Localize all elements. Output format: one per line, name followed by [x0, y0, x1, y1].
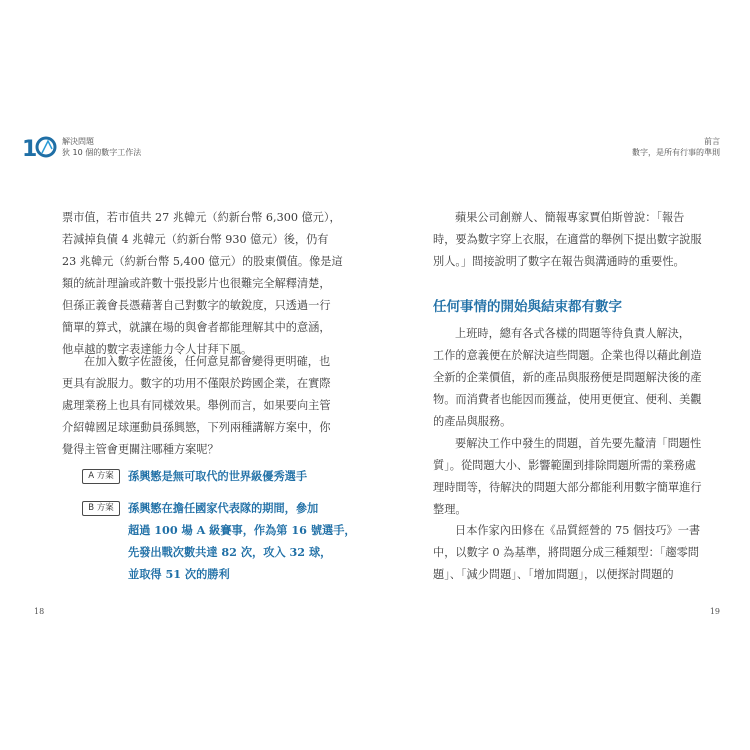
text-line: 若減掉負債 4 兆韓元（約新台幣 930 億元）後，仍有	[62, 233, 329, 246]
book-logo-icon	[22, 134, 60, 160]
text-line: 整理。	[433, 503, 467, 516]
header-chapter-subtitle: 數字，是所有行事的準則	[632, 148, 720, 157]
text-line: 工作的意義便在於解決這些問題。企業也得以藉此創造	[433, 349, 702, 362]
text-line: 更具有說服力。數字的功用不僅限於跨國企業，在實際	[62, 377, 331, 390]
text-line: 物。而消費者也能因而獲益，使用更便宜、便利、美觀	[433, 393, 702, 406]
text-line: 題」、「減少問題」、「增加問題」，以便探討問題的	[433, 568, 674, 581]
text-line: 超過 100 場 A 級賽事，作為第 16 號選手，	[128, 523, 356, 537]
page-number-left: 18	[34, 607, 45, 616]
plan-b-badge: B 方案	[82, 501, 120, 516]
left-paragraph-2	[62, 351, 331, 461]
text-line: 中，以數字 0 為基準，將問題分成三種類型：「趨零問	[433, 546, 699, 559]
page-number-right: 19	[709, 607, 720, 616]
header-book-title: 解決問題	[62, 137, 94, 146]
text-line: 日本作家內田修在《品質經營的 75 個技巧》一書	[455, 524, 701, 537]
text-line: 處理業務上也具有同樣效果。舉例而言，如果要向主管	[62, 399, 331, 412]
text-line: 但孫正義會長憑藉著自己對數字的敏銳度，只透過一行	[62, 299, 331, 312]
plan-b-text	[128, 497, 356, 585]
header-chapter-title: 前言	[704, 137, 720, 146]
text-line: 質」。從問題大小、影響範圍到排除問題所需的業務處	[433, 459, 696, 472]
right-paragraph-1	[433, 207, 702, 273]
text-line: 先發出戰次數共達 82 次，攻入 32 球，	[128, 545, 332, 559]
right-paragraph-2	[433, 323, 702, 433]
right-page	[375, 0, 750, 750]
section-heading: 任何事情的開始與結束都有數字	[433, 299, 622, 315]
text-line: 簡單的算式，就讓在場的與會者都能理解其中的意涵，	[62, 321, 331, 334]
text-line: 23 兆韓元（約新台幣 5,400 億元）的股東價值。像是這	[62, 255, 343, 268]
plan-a-text: 孫興慜是無可取代的世界級優秀選手	[128, 469, 308, 483]
header-book-subtitle: 狄 10 個的數字工作法	[62, 148, 142, 157]
text-line: 他卓越的數字表達能力令人甘拜下風。	[62, 343, 253, 356]
right-paragraph-3	[433, 433, 702, 521]
text-line: 類的統計理論或許數十張投影片也很難完全解釋清楚，	[62, 277, 331, 290]
text-line: 蘋果公司創辦人、簡報專家賈伯斯曾說：「報告	[455, 211, 685, 224]
text-line: 別人。」間接說明了數字在報告與溝通時的重要性。	[433, 255, 685, 268]
text-line: 並取得 51 次的勝利	[128, 567, 230, 581]
text-line: 介紹韓國足球運動員孫興慜，下列兩種講解方案中，你	[62, 421, 331, 434]
text-line: 上班時，總有各式各樣的問題等待負責人解決，	[455, 327, 690, 340]
text-line: 票市值，若市值共 27 兆韓元（約新台幣 6,300 億元），	[62, 211, 341, 224]
text-line: 理時間等，待解決的問題大部分都能利用數字簡單進行	[433, 481, 702, 494]
text-line: 在加入數字佐證後，任何意見都會變得更明確，也	[84, 355, 331, 368]
text-line: 要解決工作中發生的問題，首先要先釐清「問題性	[455, 437, 702, 450]
running-header-left	[62, 136, 141, 158]
text-line: 孫興慜在擔任國家代表隊的期間，參加	[128, 501, 319, 515]
running-header-right	[632, 136, 720, 158]
svg-text:1: 1	[22, 137, 38, 160]
left-paragraph-1	[62, 207, 343, 361]
text-line: 覺得主管會更關注哪種方案呢？	[62, 443, 219, 456]
text-line: 全新的企業價值，新的產品與服務便是問題解決後的產	[433, 371, 702, 384]
right-paragraph-4	[433, 520, 701, 586]
plan-a-badge: A 方案	[82, 469, 120, 484]
text-line: 的產品與服務。	[433, 415, 512, 428]
text-line: 時，要為數字穿上衣服，在適當的舉例下提出數字說服	[433, 233, 702, 246]
